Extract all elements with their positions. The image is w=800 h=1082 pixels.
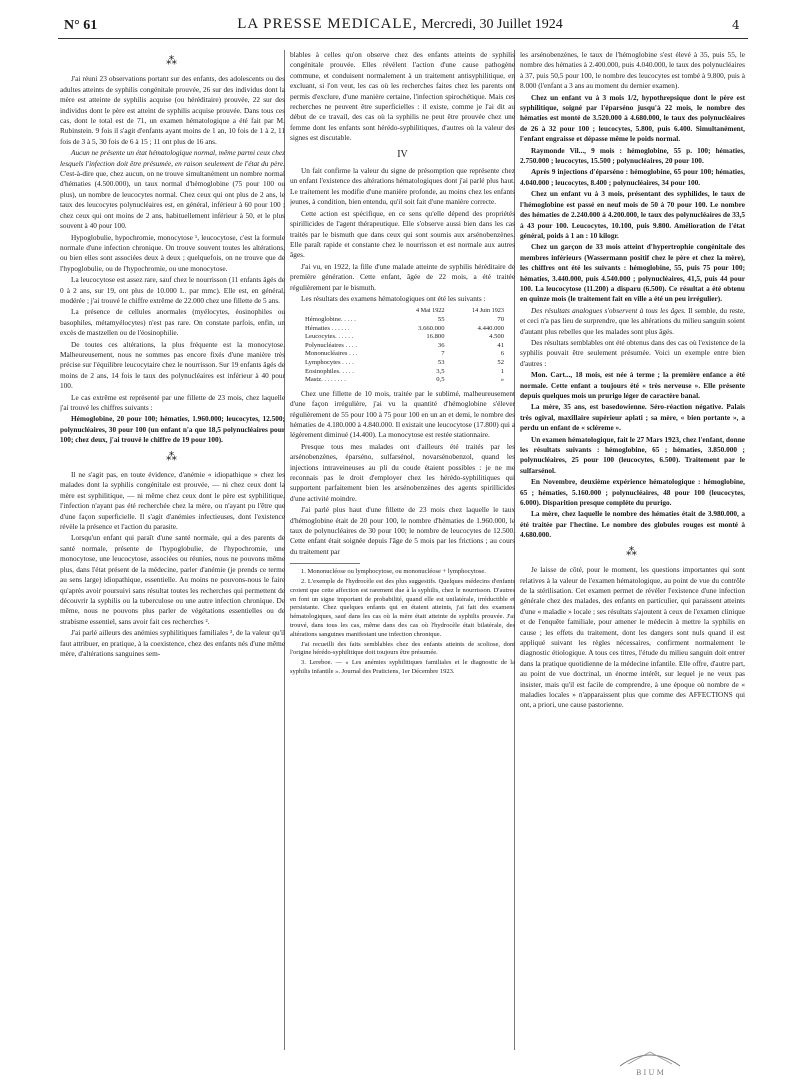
italic-text: Des résultats analogues s'observent à tous les âges. — [531, 305, 686, 315]
table-row — [302, 359, 507, 368]
table-header: 14 Juin 1923 — [472, 307, 504, 315]
paragraph-text: C'est-à-dire que, chez aucun, on ne trouve simultanément un nombre normal d'hématies (4.500.000), un taux normal d'hémoglobine (75 pour 100 ou plus), un nombre de leucocytes normal. Chez ceux qui ont plus de 2 ans, le taux des leucocytes polynucléaires est, en général, inférieur à 60 pour 100 ; chez ceux qui ont moins de 2 ans, habituellement inférieur à 50, et le plus souvent à 40 pour 100. — [60, 169, 285, 231]
table-cell: 52 — [497, 358, 504, 366]
paragraph: Le cas extrême est représenté par une fillette de 23 mois, chez laquelle j'ai trouvé les chiffres suivants : — [60, 392, 285, 412]
case-report: Raymonde Vil..., 9 mois : hémoglobine, 55 p. 100; hématies, 2.750.000 ; leucocytes, 15.500 ; polynucléaires, 20 pour 100. — [520, 145, 745, 166]
case-report: Chez un enfant vu à 3 mois, présentant des syphilides, le taux de l'hémoglobine est passé en neuf mois de 50 à 70 pour 100. Le nombre des hématies de 2.240.000 à 4.200.000, le taux des polynucléaires de 33,5 à 43 pour 100. Leucocytes, 10.100, puis 9.800. Amélioration de l'état général, poids à 1 an : 10 kilogr. — [520, 189, 745, 240]
paragraph: J'ai vu, en 1922, la fille d'une malade atteinte de syphilis héréditaire de première génération. Cette enfant, âgée de 22 mois, a été traitée régulièrement par le bismuth. — [290, 261, 515, 292]
table-cell: 53 — [437, 358, 445, 366]
case-summary: Hémoglobine, 20 pour 100; hématies, 1.960.000; leucocytes, 12.500; polynucléaires, 30 pour 100 (un enfant n'a que 18,5 polynucléaires pour 100; chez deux, j'ai trouvé le chiffre de 19 pour 100). — [60, 414, 285, 445]
case-report: Chez un garçon de 33 mois atteint d'hypertrophie congénitale des membres inférieurs (Wassermann positif chez le père et chez la mère), les chiffres ont été les suivants : hémoglobine, 55, puis 75 pour 100; hématies, 3.440.000, puis 4.540.000 ; polynucléaires, 41,5, puis 44 pour 100. La leucocytose (11.200) a disparu (6.500). Ce résultat a été obtenu en quinze mois (le traitement fait en ville a été un peu irrégulier). — [520, 242, 745, 304]
paragraph: De toutes ces altérations, la plus fréquente est la monocytose. Malheureusement, nous ne sommes pas encore fixés d'une manière très précise sur l'équilibre leucocytaire chez le nourrisson. Sur 19 enfants âgés de moins de 2 ans, 14 fois le taux des polynucléaires est inférieur à 40 pour 100. — [60, 339, 285, 391]
table-row — [302, 325, 507, 334]
paragraph-text: Il semble, du reste, et ceci n'a pas lieu de surprendre, que les altérations du milieu sanguin soient d'autant plus rebelles que les malades sont plus âgés. — [520, 305, 745, 336]
paragraph: J'ai parlé ailleurs des anémies syphilitiques familiales ³, de la valeur qu'il faut attribuer, en pratique, à la coexistence, chez des enfants nés d'une même mère, d'altérations sanguines sem- — [60, 628, 285, 658]
paragraph: Lorsqu'un enfant qui paraît d'une santé normale, qui a des parents de santé normale, présente de l'hypoglobulie, de l'hypochromie, une monocytose, une leucocytose, associées ou réunies, nous ne pouvons même plus, dans l'état présent de la médecine, parler d'anémie (je prends ce terme au sens large) idiopathique, essentielle. Au moins ne pouvons-nous le faire qu'après avoir poursuivi sans résultat toutes les recherches qui permettent de découvrir la syphilis ou la tuberculose ou une autre infection chronique. De même, nous ne pouvons plus parler de végétations essentielles ou de strabisme essentiel, sans avoir fait ces recherches ². — [60, 533, 285, 626]
table-row — [302, 368, 507, 377]
journal-title — [200, 16, 600, 33]
paragraph: les arsénobenzènes, le taux de l'hémoglobine s'est élevé à 35, puis 55, le nombre des hématies à 2.400.000, puis 4.040.000, le taux des polynucléaires à 37, puis 50,5 pour 100, le nombre des leucocytes est tombé à 9.800, puis à 8.000 (l'enfant a 3 ans au moment du dernier examen). — [520, 50, 745, 91]
table-cell: 1 — [500, 367, 504, 375]
section-separator: ⁂ — [166, 450, 179, 463]
footnote: 1. Mononucléose ou lymphocytose, ou mononucléose + lymphocytose. — [301, 568, 486, 576]
table-cell-label: Eosinophiles. . . . . — [305, 367, 354, 375]
logo-text: B I U M — [636, 1069, 664, 1077]
table-cell-label: Mastz. . . . . . . . — [305, 376, 346, 384]
case-report: En Novembre, deuxième expérience hématologique : hémoglobine, 65 ; hématies, 5.160.000 ; polynucléaires, 48 pour 100 (leucocytes, 6.000). Disparition presque complète du prurigo. — [520, 477, 745, 508]
table-cell: 4.440.000 — [477, 324, 504, 332]
column-3 — [520, 50, 745, 1050]
table-cell: » — [500, 376, 504, 384]
paragraph: Il ne s'agit pas, en toute évidence, d'anémie « idiopathique » chez les malades dont la syphilis congénitale est prouvée, — ni chez ceux dont la mère est syphilitique, — ni même chez ceux dont le père est syphilitique, l'infection n'ayant pas été recherchée chez la mère, ou n'ayant pu l'être que d'une façon superficielle. Il s'agit d'anémies infectieuses, dont l'existence révèle la présence et l'action du parasite. — [60, 470, 285, 532]
section-heading: IV — [397, 148, 408, 160]
paragraph: Je laisse de côté, pour le moment, les questions importantes qui sont relatives à la valeur de l'examen hématologique, au point de vue du contrôle de la stérilisation. Cet examen permet de révéler l'existence d'une infection générale chez des malades, des enfants en particulier, qui paraissent atteints d'une « maladie » locale ; ses résultats s'ajoutent à ceux de l'examen clinique et de l'enquête familiale, pour amener le médecin à mettre la syphilis en cause ; les effets du traitement, dont les dangers sont nuls quand il est appliqué suivant les règles nécessaires, confirment normalement le diagnostic étiologique. A tous ces titres, l'étude du milieu sanguin doit entrer dans la pratique quotidienne de la médecine infantile. Elle offre, d'autre part, au point de vue doctrinal, un énorme intérêt, sur lequel je ne veux pas insister, mais qu'il est facile de comprendre, à une époque où nombre de « maladies locales » n'apparaissent plus que comme des AFFECTIONS qui ont, a priori, une cause pastorienne. — [520, 565, 745, 710]
footnote: 3. Lereboe. — « Les anémies syphilitiques familiales et le diagnostic de la syphilis infantile ». Journal des Praticiens, 1er Décembre 1923. — [290, 659, 515, 675]
paragraph: Un fait confirme la valeur du signe de présomption que représente chez un enfant l'existence des altérations hématologiques dont j'ai parlé plus haut. Le traitement les modifie d'une manière profonde, au moins chez les enfants jeunes, à condition, bien entendu, qu'il soit fait d'une manière correcte. — [290, 166, 515, 207]
italic-text: Aucun ne présente un état hématologique normal, même parmi ceux chez lesquels l'infection doit être présumée, en raison seulement de l'état du père. — [60, 148, 285, 168]
table-cell: 3.660.000 — [418, 324, 445, 332]
page-mark: 4 — [732, 18, 740, 32]
library-stamp-logo — [610, 1040, 690, 1078]
table-cell: 55 — [437, 315, 445, 323]
table-cell: 16.800 — [426, 333, 445, 341]
column-1 — [60, 50, 285, 1050]
page-number: N° 61 — [64, 18, 98, 33]
case-report: La mère, 35 ans, est basedowienne. Séro-réaction négative. Palais très ogival, maxillaire supérieur aplati ; sa mère, « bien portante », a perdu un enfant de « scléreme ». — [520, 402, 745, 433]
paragraph: Chez une fillette de 10 mois, traitée par le sublimé, malheureusement d'une façon irrégulière, j'ai vu la quantité d'hémoglobine s'élever régulièrement de 55 pour 100 à 75 pour 100 en un an et demi, le nombre des hématies de 4.180.000 à 4.840.000. Il existait une leucocytose (17.800) qui a légèrement diminué (14.400). La monocytose est restée stationnaire. — [290, 388, 515, 440]
table-cell: 41 — [497, 341, 504, 349]
table-cell-label: Polynucléaires . . . . — [305, 341, 358, 349]
journal-name: LA PRESSE MEDICALE, — [237, 16, 418, 32]
table-cell-label: Hémoglobine. . . . . — [305, 315, 356, 323]
table-cell-label: Lymphocytes . . . . — [305, 358, 354, 366]
paragraph: Cette action est spécifique, en ce sens qu'elle dépend des propriétés spirillicides de l'agent thérapeutique. Elle s'observe aussi bien dans les cas traités par le bismuth que dans ceux qui sont soumis aux arsénobenzènes. Elle paraît rapide et constante chez le nourrisson et est normale aux autres âges. — [290, 208, 515, 260]
table-cell-label: Mononucléaires . . . — [305, 350, 358, 358]
table-cell: 7 — [441, 350, 445, 358]
table-row — [302, 342, 507, 351]
table-cell: 4.500 — [489, 333, 504, 341]
table-row — [302, 333, 507, 342]
logo-arch — [620, 1055, 680, 1066]
table-cell: 6 — [500, 350, 504, 358]
paragraph: J'ai parlé plus haut d'une fillette de 23 mois chez laquelle le taux d'hémoglobine était de 20 pour 100, le nombre d'hématies de 1.960.000, le taux de polynucléaires de 30 pour 100; le nombre de leucocytes de 12.500. Cette enfant était soignée depuis l'âge de 5 mois par les frictions ; au cours du traitement par — [290, 505, 515, 556]
paragraph: Des résultats semblables ont été obtenus dans des cas où l'existence de la syphilis pouvait être seulement présumée. Voici un exemple entre bien d'autres : — [520, 337, 745, 368]
table-header-row — [302, 307, 507, 316]
paragraph: La présence de cellules anormales (myélocytes, éosinophiles ou basophiles, métamyélocytes) n'est pas rare. On constate parfois, enfin, un excès de mastzellen ou de l'éosinophilie. — [60, 307, 285, 338]
section-separator: ⁂ — [166, 55, 179, 67]
case-report: Mon. Cart..., 18 mois, est née à terme ; la première enfance a été normale. Cette enfant a toujours été « très nerveuse ». Elle présente depuis quelques mois un prurigo léger de caractère banal. — [520, 370, 745, 400]
paragraph: La leucocytose est assez rare, sauf chez le nourrisson (11 enfants âgés de 0 à 2 ans, sur 19, ont plus de 10.000 L. par mmc). Elle est, en général, modérée ; j'ai trouvé le chiffre extrême de 22.000 chez une fillette de 5 ans. — [60, 275, 285, 305]
case-report: Un examen hématologique, fait le 27 Mars 1923, chez l'enfant, donne les résultats suivants : hémoglobine, 65 ; hématies, 3.850.000 ; polynucléaires, 25 pour 100 (leucocytes, 6.500). Traitement par le sulfarsénol. — [520, 434, 745, 475]
table-cell-label: Hématies . . . . . . — [305, 324, 350, 332]
table-header: 4 Mai 1922 — [415, 307, 445, 315]
table-cell: 0,5 — [436, 376, 445, 384]
issue-date: Mercredi, 30 Juillet 1924 — [421, 17, 563, 32]
paragraph — [520, 306, 745, 337]
table-row — [302, 316, 507, 325]
table-cell: 3,5 — [436, 367, 445, 375]
table-cell: 36 — [437, 341, 445, 349]
footnote-rule — [290, 563, 360, 564]
paragraph: J'ai réuni 23 observations portant sur des enfants, des adolescents ou des adultes atteints de syphilis congénitale prouvée, 26 sur des individus dont la mère est atteinte de syphilis acquise (ou héréditaire) prouvée, 22 sur des individus dont le père est atteint de syphilis acquise prouvée. Dans tous ces cas, dont le total est de 71, un examen hématologique a été fait par M. Rubinstein. 9 fois il s'agit d'enfants ayant moins de 1 an, 10 fois de 1 à 2, 11 fois de 3 à 5, 30 fois de 6 à 15 ; 11 ont plus de 16 ans. — [60, 74, 285, 146]
table-row — [302, 376, 507, 385]
table-header-empty — [302, 307, 393, 316]
column-2 — [290, 50, 515, 1050]
case-report: Chez un enfant vu à 3 mois 1/2, hypothrepsique dont le père est syphilitique, soigné par l'éparséno jusqu'à 22 mois, le nombre des hématies est monté de 3.520.000 à 4.680.000, le taux des polynucléaires de 26 à 32 pour 100 ; leucocytes, 5.800, puis 6.400. Simultanément, l'enfant engraisse et dépasse même le poids normal. — [520, 92, 745, 144]
paragraph: blables à celles qu'on observe chez des enfants atteints de syphilis congénitale prouvée. Elles révèlent l'action d'une cause pathogène commune, et conduisent normalement à un traitement antisyphilitique, en excluant, si l'on veut, les cas où les recherches faites chez les parents ont permis d'exclure, d'une manière certaine, l'infection spirochétique. Mais ces recherches ne peuvent être superficielles : il existe, comme je l'ai dit au début de ce travail, des cas où la syphilis ne peut être prouvée chez une femme dont les enfants sont hérédo-syphilitiques, d'autres où la valeur des signes est discutable. — [290, 50, 515, 143]
header-rule — [58, 38, 748, 39]
paragraph — [60, 148, 285, 231]
hematology-table — [302, 307, 507, 384]
table-cell: 70 — [497, 315, 504, 323]
footnote: J'ai recueilli des faits semblables chez des enfants atteints de scoliose, dont l'origine hérédo-syphilitique doit toujours être présumée. — [290, 640, 515, 657]
case-report: Après 9 injections d'éparséno : hémoglobine, 65 pour 100; hématies, 4.040.000 ; leucocytes, 8.400 ; polynucléaires, 34 pour 100. — [520, 167, 745, 187]
section-separator: ⁂ — [626, 545, 639, 558]
table-cell-label: Leucocytes. . . . . . — [305, 333, 354, 341]
case-report: La mère, chez laquelle le nombre des hématies était de 3.980.000, a été traitée par l'hectine. Le nombre des globules rouges est monté à 4.680.000. — [520, 509, 745, 540]
page-header — [0, 0, 800, 40]
footnote: 2. L'exemple de l'hydrocèle est des plus suggestifs. Quelques médecins d'enfants croient que cette affection est rarement due à la syphilis, chez le nourrisson. D'autres en font un signe important de probabilité, quand elle est unilatérale, irréductible et persistante. Chez quelques enfants qui en étaient atteints, j'ai fait des examens hématologiques, sauf dans les cas où la mère était atteinte de syphilis prouvée. J'ai trouvé, dans tous les cas, même dans des cas où l'hydrocèle était bilatérale, des altérations sanguines manifestant une infection chronique. — [290, 577, 515, 638]
paragraph: Les résultats des examens hématologiques ont été les suivants : — [301, 293, 486, 303]
table-row — [302, 350, 507, 359]
paragraph: Hypoglobulie, hypochromie, monocytose ¹, leucocytose, c'est la formule normale d'une infection chronique. On trouve souvent toutes les altérations, ou bien elles sont associées deux à deux ; quelquefois, on ne trouve que de l'hypoglobulie, ou de l'hypochromie, ou une monocytose. — [60, 232, 285, 273]
paragraph: Presque tous mes malades ont d'ailleurs été traités par les arsénobenzènes, éparséno, sulfarsénol, novarsénobenzol, quand les injections intraveineuses au pli du coude étaient possibles : je ne me reconnais pas le droit d'employer chez les hérédo-syphilitiques qui supportent parfaitement bien les arsénobenzènes des agents spirillicides d'une activité moindre. — [290, 441, 515, 503]
